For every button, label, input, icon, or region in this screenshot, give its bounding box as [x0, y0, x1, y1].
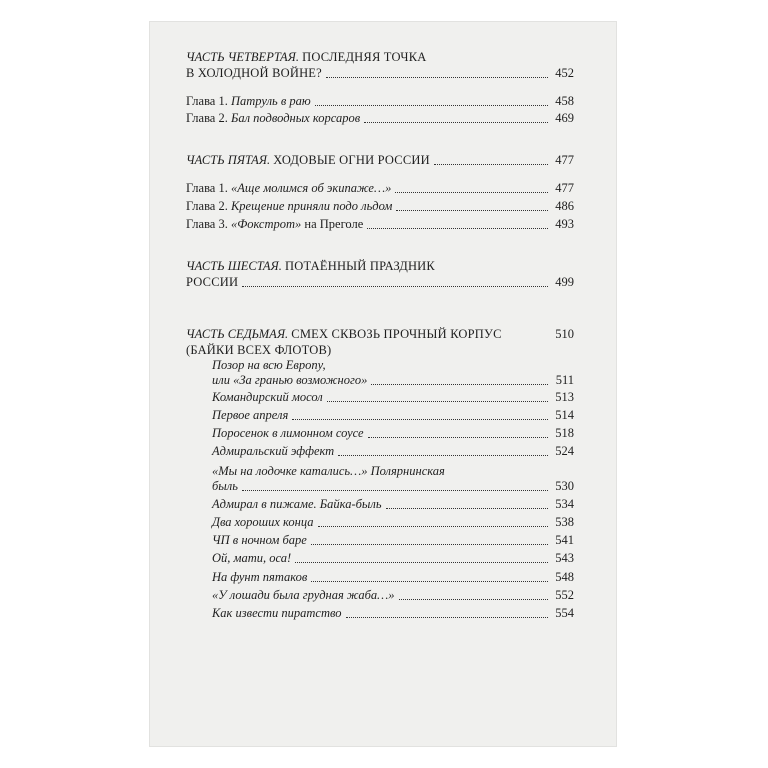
toc-entry-story[interactable]	[212, 570, 574, 585]
dot-leader	[311, 580, 548, 582]
dot-leader	[311, 543, 548, 545]
part4-title-line1: ПОСЛЕДНЯЯ ТОЧКА	[302, 50, 427, 64]
chapter-name: «Аще молимся об экипаже…»	[230, 181, 392, 195]
dot-leader	[386, 507, 548, 509]
toc-entry-chapter[interactable]	[186, 181, 574, 196]
toc-entry-story[interactable]	[212, 408, 574, 423]
dot-leader	[399, 598, 548, 600]
page-number: 477	[555, 181, 574, 195]
dot-leader	[292, 418, 548, 420]
story-title: Командирский мосол	[212, 390, 323, 404]
dot-leader	[371, 383, 548, 385]
page-number: 486	[555, 199, 574, 213]
toc-entry-story[interactable]	[212, 479, 574, 494]
dot-leader	[327, 400, 548, 402]
page-number: 477	[555, 153, 574, 167]
dot-leader	[434, 163, 548, 165]
toc-entry-story[interactable]	[212, 515, 574, 530]
dot-leader	[242, 489, 548, 491]
chapter-name: Крещение приняли подо льдом	[230, 199, 393, 213]
page-number: 514	[555, 408, 574, 422]
toc-entry-story[interactable]	[212, 551, 574, 566]
part7-title-line2: (БАЙКИ ВСЕХ ФЛОТОВ)	[186, 343, 332, 357]
part7-label: ЧАСТЬ СЕДЬМАЯ.	[186, 327, 289, 341]
toc-entry-chapter[interactable]	[186, 199, 574, 214]
chapter-prefix: Глава 2.	[186, 199, 228, 213]
page-number: 538	[555, 515, 574, 529]
chapter-title	[186, 217, 363, 232]
toc-entry-chapter[interactable]	[186, 111, 574, 126]
chapter-title	[186, 181, 391, 196]
toc-entry-story[interactable]	[212, 606, 574, 621]
toc-entry-story[interactable]	[212, 426, 574, 441]
dot-leader	[346, 616, 548, 618]
toc-entry-story[interactable]	[212, 533, 574, 548]
page-number: 518	[555, 426, 574, 440]
part4-title-line2: В ХОЛОДНОЙ ВОЙНЕ?	[186, 66, 322, 80]
chapter-title	[186, 199, 392, 214]
toc-entry-part5[interactable]	[186, 153, 574, 168]
page-number: 513	[555, 390, 574, 404]
chapter-prefix: Глава 1.	[186, 181, 228, 195]
page-number: 499	[555, 275, 574, 289]
toc-entry-chapter[interactable]	[186, 217, 574, 232]
page-number: 552	[555, 588, 574, 602]
page-number: 548	[555, 570, 574, 584]
part5-label: ЧАСТЬ ПЯТАЯ.	[186, 153, 271, 167]
story-title: или «За гранью возможного»	[212, 373, 368, 387]
toc-entry-story[interactable]	[212, 373, 574, 388]
story-title-line1: «Мы на лодочке катались…» Полярнинская	[212, 464, 445, 478]
chapter-name: «Фокстрот»	[230, 217, 302, 231]
part6-title-line2: РОССИИ	[186, 275, 239, 289]
story-title: Первое апреля	[212, 408, 289, 422]
page-number: 524	[555, 444, 574, 458]
part5-heading	[186, 153, 430, 168]
chapter-prefix: Глава 2.	[186, 111, 228, 125]
toc-entry-story[interactable]	[212, 444, 574, 459]
page-number: 554	[555, 606, 574, 620]
story-title: Как извести пиратство	[212, 606, 342, 620]
part4-label: ЧАСТЬ ЧЕТВЕРТАЯ.	[186, 50, 299, 64]
story-title-line1: Позор на всю Европу,	[212, 358, 326, 372]
part7-heading-line1	[186, 327, 574, 342]
chapter-title	[186, 111, 360, 126]
part6-title-line1: ПОТАЁННЫЙ ПРАЗДНИК	[285, 259, 435, 273]
toc-entry-chapter[interactable]	[186, 94, 574, 109]
dot-leader	[242, 285, 548, 287]
chapter-title	[186, 94, 311, 109]
story-title: быль	[212, 479, 238, 493]
story-title: Ой, мати, оса!	[212, 551, 292, 565]
page-number: 510	[555, 327, 574, 341]
part6-label: ЧАСТЬ ШЕСТАЯ.	[186, 259, 282, 273]
story-title: Поросенок в лимонном соусе	[212, 426, 364, 440]
part7-title-line1: СМЕХ СКВОЗЬ ПРОЧНЫЙ КОРПУС	[291, 327, 502, 341]
page-number: 469	[555, 111, 574, 125]
chapter-prefix: Глава 1.	[186, 94, 228, 108]
dot-leader	[338, 454, 548, 456]
story-title: На фунт пятаков	[212, 570, 308, 584]
dot-leader	[395, 191, 548, 193]
story-title: Адмиральский эффект	[212, 444, 335, 458]
toc-entry-story[interactable]	[212, 497, 574, 512]
story-title: Два хороших конца	[212, 515, 314, 529]
page-number: 452	[555, 66, 574, 80]
story-title: Адмирал в пижаме. Байка-быль	[212, 497, 382, 511]
toc-entry-story[interactable]	[212, 390, 574, 405]
story-title: ЧП в ночном баре	[212, 533, 307, 547]
part4-heading-line1	[186, 50, 426, 65]
dot-leader	[315, 104, 548, 106]
part7-heading-line2	[186, 343, 331, 358]
dot-leader	[318, 525, 549, 527]
story-title: «У лошади была грудная жаба…»	[212, 588, 395, 602]
dot-leader	[295, 561, 548, 563]
part5-title: ХОДОВЫЕ ОГНИ РОССИИ	[273, 153, 430, 167]
page-number: 543	[555, 551, 574, 565]
chapter-name: Патруль в раю	[230, 94, 311, 108]
dot-leader	[396, 209, 548, 211]
dot-leader	[326, 76, 548, 78]
page-number: 493	[555, 217, 574, 231]
page-number: 534	[555, 497, 574, 511]
page-number: 458	[555, 94, 574, 108]
dot-leader	[368, 436, 548, 438]
toc-entry-part4[interactable]	[186, 66, 574, 81]
toc-entry-story[interactable]	[212, 588, 574, 603]
dot-leader	[367, 227, 548, 229]
part6-heading-line1	[186, 259, 435, 274]
page-number: 541	[555, 533, 574, 547]
chapter-name: Бал подводных корсаров	[230, 111, 361, 125]
chapter-prefix: Глава 3.	[186, 217, 228, 231]
toc-entry-part6[interactable]	[186, 275, 574, 290]
page-number: 511	[555, 373, 574, 387]
dot-leader	[364, 121, 548, 123]
page-number: 530	[555, 479, 574, 493]
chapter-name-suffix: на Преголе	[301, 217, 364, 231]
